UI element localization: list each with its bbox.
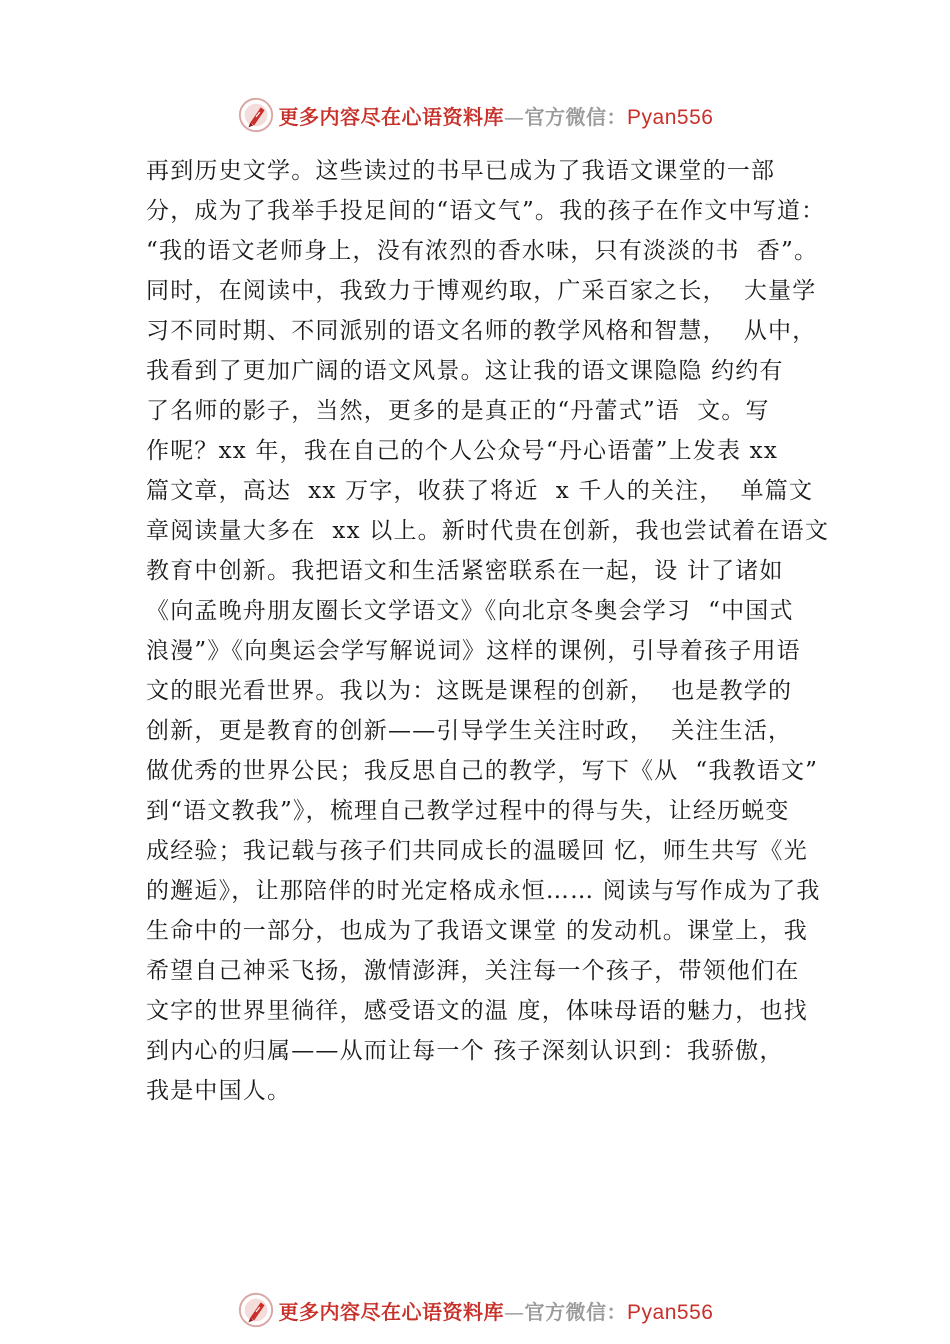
- pen-nib-logo-icon: [237, 96, 275, 134]
- document-body: [146, 151, 846, 1111]
- body-text-line: 文字的世界里徜徉，感受语文的温 度，体味母语的魅力，也找: [146, 998, 808, 1024]
- body-text-line: 篇文章，高达 xx 万字，收获了将近 x 千人的关注， 单篇文: [146, 478, 814, 504]
- body-text-line: 创新，更是教育的创新——引导学生关注时政， 关注生活，: [146, 718, 793, 744]
- body-text-line: 希望自己神采飞扬，激情澎湃，关注每一个孩子，带领他们在: [146, 958, 800, 984]
- body-text-line: 分，成为了我举手投足间的“语文气”。我的孩子在作文中写道：: [146, 198, 826, 224]
- body-text-line: 《向孟晚舟朋友圈长文学语文》《向北京冬奥会学习 “中国式: [146, 598, 794, 624]
- body-text-line: 再到历史文学。这些读过的书早已成为了我语文课堂的一部: [146, 158, 776, 184]
- body-text-line: 到内心的归属——从而让每一个 孩子深刻认识到：我骄傲，: [146, 1038, 784, 1064]
- body-text-line: 我是中国人。: [146, 1078, 292, 1104]
- body-text-line: 生命中的一部分，也成为了我语文课堂 的发动机。课堂上，我: [146, 918, 808, 944]
- header-banner: [0, 93, 950, 137]
- pen-nib-logo-icon: [237, 1291, 275, 1329]
- footer-wechat-handle: Pyan556: [627, 1300, 714, 1324]
- body-text-line: 作呢？xx 年，我在自己的个人公众号“丹心语蕾”上发表 xx: [146, 438, 779, 464]
- body-text-line: “我的语文老师身上，没有浓烈的香水味，只有淡淡的书 香”。: [146, 238, 819, 264]
- header-wechat-label: 官方微信：: [524, 104, 628, 129]
- header-dash: —: [504, 104, 525, 129]
- body-text-line: 到“语文教我”》，梳理自己教学过程中的得与失，让经历蜕变: [146, 798, 790, 824]
- body-text-line: 同时，在阅读中，我致力于博观约取，广采百家之长， 大量学: [146, 278, 817, 304]
- header-banner-text: [279, 101, 714, 130]
- body-text-line: 成经验；我记载与孩子们共同成长的温暖回 忆，师生共写《光: [146, 838, 808, 864]
- body-text-line: 教育中创新。我把语文和生活紧密联系在一起，设 计了诸如: [146, 558, 784, 584]
- body-text-line: 习不同时期、不同派别的语文名师的教学风格和智慧， 从中，: [146, 318, 817, 344]
- footer-banner-text: [279, 1296, 714, 1325]
- body-text-line: 文的眼光看世界。我以为：这既是课程的创新， 也是教学的: [146, 678, 793, 704]
- body-text-line: 浪漫”》《向奥运会学写解说词》这样的课例，引导着孩子用语: [146, 638, 801, 664]
- body-text-line: 我看到了更加广阔的语文风景。这让我的语文课隐隐 约约有: [146, 358, 784, 384]
- footer-dash: —: [504, 1299, 525, 1324]
- footer-brand-text: 更多内容尽在心语资料库: [278, 1299, 505, 1324]
- body-text-line: 做优秀的世界公民；我反思自己的教学，写下《从 “我教语文”: [146, 758, 819, 784]
- header-wechat-handle: Pyan556: [627, 105, 714, 129]
- body-text-line: 的邂逅》，让那陪伴的时光定格成永恒…… 阅读与写作成为了我: [146, 878, 821, 904]
- body-text-line: 了名师的影子，当然，更多的是真正的“丹蕾式”语 文。写: [146, 398, 770, 424]
- footer-wechat-label: 官方微信：: [524, 1299, 628, 1324]
- footer-banner: [0, 1288, 950, 1332]
- body-text-line: 章阅读量大多在 xx 以上。新时代贵在创新，我也尝试着在语文: [146, 518, 830, 544]
- header-brand-text: 更多内容尽在心语资料库: [278, 104, 505, 129]
